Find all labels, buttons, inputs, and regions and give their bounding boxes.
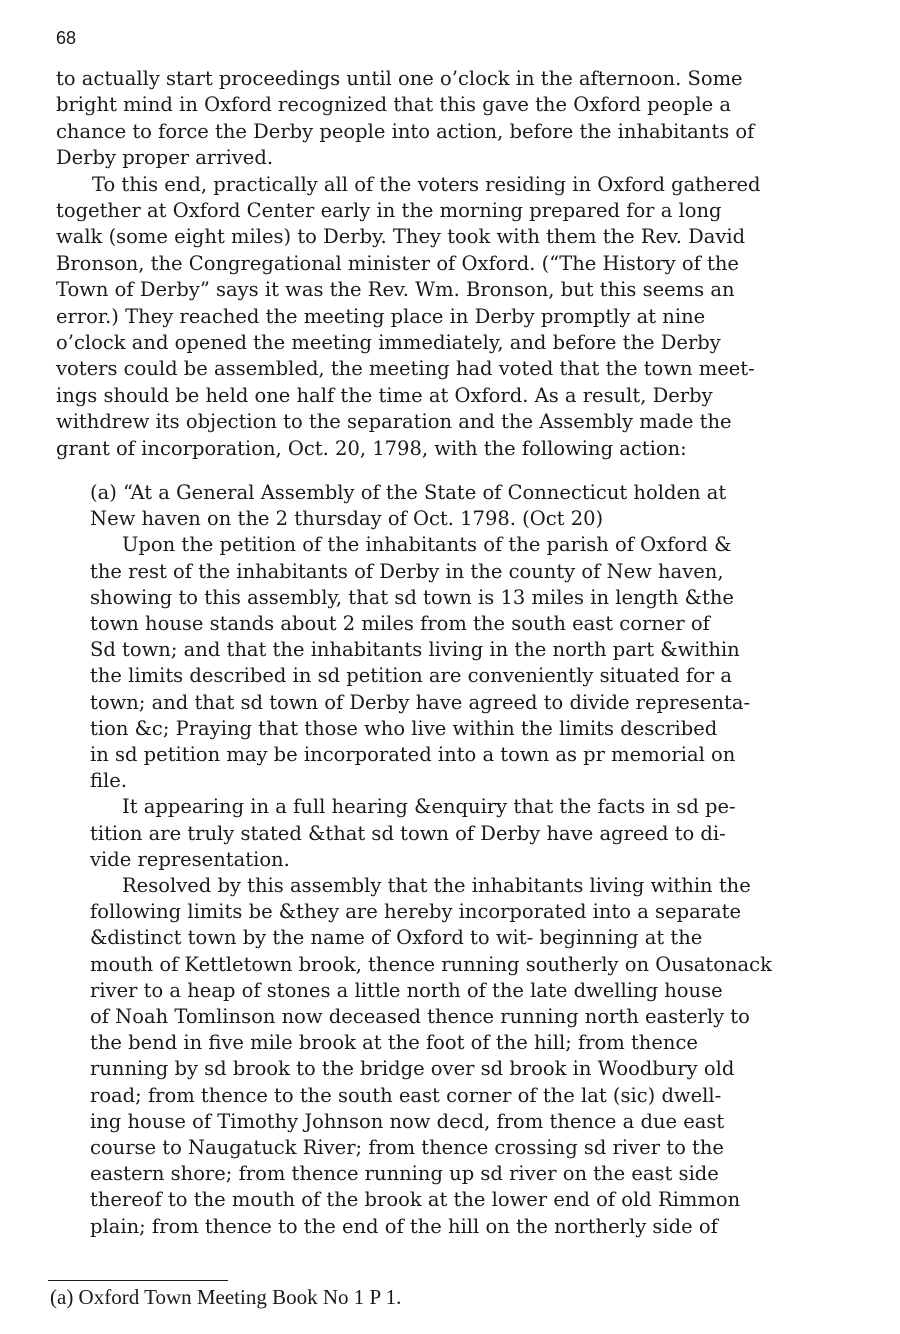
text-line: to actually start proceedings until one o’clock in the afternoon. Some — [56, 67, 743, 90]
text-line: voters could be assembled, the meeting had voted that the town meet- — [56, 357, 755, 381]
quote-petition — [90, 532, 870, 794]
page-number: 68 — [56, 28, 77, 48]
text-line: grant of incorporation, Oct. 20, 1798, with the following action: — [56, 436, 687, 460]
text-line: ings should be held one half the time at Oxford. As a result, Derby — [56, 383, 713, 407]
text-line: &distinct town by the name of Oxford to wit- beginning at the — [90, 926, 703, 950]
text-line: plain; from thence to the end of the hill on the northerly side of — [90, 1214, 718, 1238]
text-line: New haven on the 2 thursday of Oct. 1798. (Oct 20) — [90, 507, 604, 531]
paragraph-2 — [56, 172, 871, 462]
text-line: river to a heap of stones a little north of the late dwelling house — [90, 978, 723, 1002]
text-line: running by sd brook to the bridge over sd brook in Woodbury old — [90, 1057, 735, 1081]
footnote: (a) Oxford Town Meeting Book No 1 P 1. — [50, 1285, 402, 1309]
text-line: following limits be &they are hereby incorporated into a separate — [90, 900, 742, 924]
text-line: the bend in five mile brook at the foot of the hill; from thence — [90, 1031, 698, 1055]
text-line: file. — [90, 769, 127, 793]
text-line: bright mind in Oxford recognized that this gave the Oxford people a — [56, 93, 731, 117]
quote-hearing — [90, 794, 870, 873]
text-line: town; and that sd town of Derby have agreed to divide representa- — [90, 690, 751, 714]
text-line: chance to force the Derby people into action, before the inhabitants of — [56, 119, 755, 143]
text-line: thereof to the mouth of the brook at the lower end of old Rimmon — [90, 1188, 741, 1212]
text-line: (a) “At a General Assembly of the State of Connecticut holden at — [90, 481, 727, 504]
text-line: To this end, practically all of the voters residing in Oxford gathered — [92, 172, 761, 196]
footnote-divider — [48, 1280, 228, 1281]
text-line: road; from thence to the south east corner of the lat (sic) dwell- — [90, 1083, 722, 1107]
text-line: Town of Derby” says it was the Rev. Wm. Bronson, but this seems an — [56, 278, 735, 302]
text-line: error.) They reached the meeting place in Derby promptly at nine — [56, 304, 706, 328]
text-line: Derby proper arrived. — [56, 146, 274, 170]
text-line: Sd town; and that the inhabitants living in the north part &within — [90, 638, 740, 662]
text-line: the limits described in sd petition are conveniently situated for a — [90, 664, 733, 688]
text-line: together at Oxford Center early in the morning prepared for a long — [56, 199, 722, 223]
quoted-resolution — [90, 480, 870, 1240]
quote-resolved — [90, 873, 870, 1240]
text-line: Upon the petition of the inhabitants of the parish of Oxford & — [122, 533, 732, 557]
text-line: Resolved by this assembly that the inhabitants living within the — [122, 874, 751, 898]
paragraph-1 — [56, 66, 871, 172]
text-line: Bronson, the Congregational minister of Oxford. (“The History of the — [56, 251, 739, 275]
text-line: withdrew its objection to the separation and the Assembly made the — [56, 410, 732, 434]
text-line: tition are truly stated &that sd town of Derby have agreed to di- — [90, 821, 726, 845]
text-line: eastern shore; from thence running up sd river on the east side — [90, 1162, 719, 1186]
text-line: vide representation. — [90, 847, 290, 871]
body-text — [56, 66, 871, 462]
text-line: showing to this assembly, that sd town is 13 miles in length &the — [90, 585, 734, 609]
text-line: in sd petition may be incorporated into a town as pr memorial on — [90, 743, 736, 767]
text-line: the rest of the inhabitants of Derby in the county of New haven, — [90, 559, 724, 583]
text-line: tion &c; Praying that those who live within the limits described — [90, 716, 718, 740]
text-line: ing house of Timothy Johnson now decd, from thence a due east — [90, 1109, 725, 1133]
text-line: o’clock and opened the meeting immediately, and before the Derby — [56, 331, 721, 355]
text-line: course to Naugatuck River; from thence crossing sd river to the — [90, 1136, 724, 1160]
text-line: of Noah Tomlinson now deceased thence running north easterly to — [90, 1005, 750, 1029]
text-line: It appearing in a full hearing &enquiry that the facts in sd pe- — [122, 795, 736, 819]
text-line: walk (some eight miles) to Derby. They took with them the Rev. David — [56, 225, 746, 249]
text-line: town house stands about 2 miles from the south east corner of — [90, 612, 710, 636]
text-line: mouth of Kettletown brook, thence running southerly on Ousatonack — [90, 952, 772, 976]
quote-heading — [90, 480, 870, 532]
